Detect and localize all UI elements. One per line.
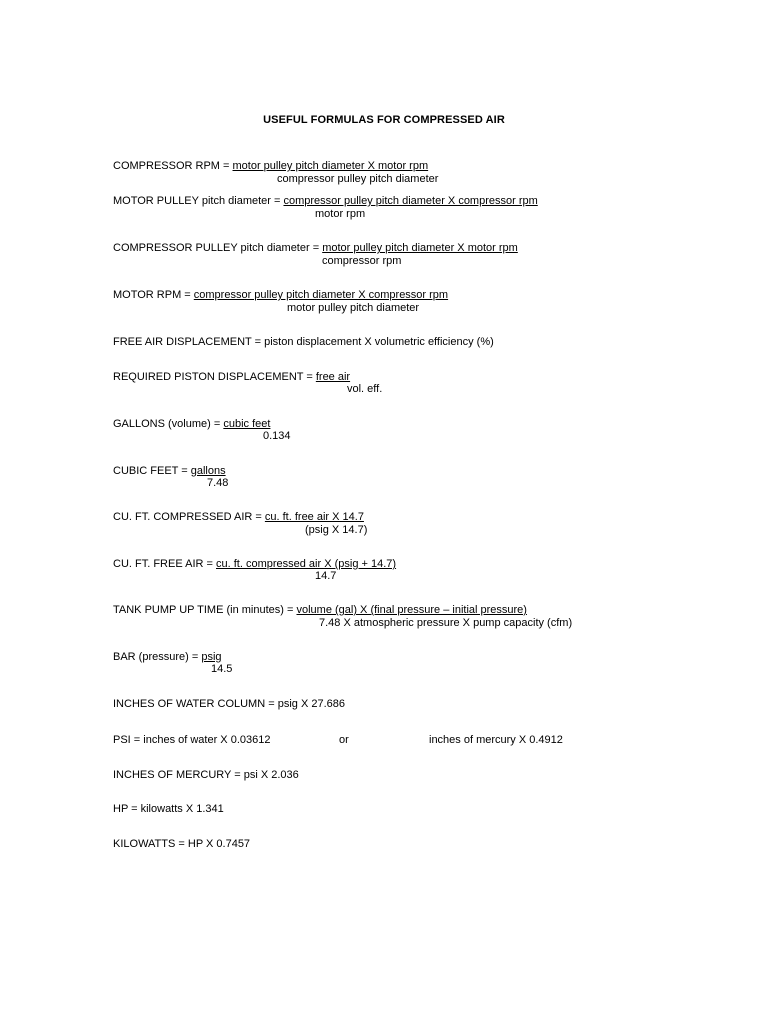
formula-denominator: 7.48: [207, 477, 229, 489]
formula-denominator: 14.5: [211, 663, 233, 675]
formula-numerator: motor pulley pitch diameter X motor rpm: [322, 242, 518, 254]
formula-lhs: BAR (pressure) =: [113, 651, 202, 663]
formula-gallons: [113, 418, 270, 431]
formula-lhs: TANK PUMP UP TIME (in minutes) =: [113, 604, 297, 616]
formula-motor-pulley: [113, 195, 538, 208]
formula-numerator: psig: [201, 651, 222, 663]
formula-numerator: gallons: [190, 465, 226, 477]
formula-denominator: 14.7: [315, 570, 337, 582]
formula-numerator: compressor pulley pitch diameter X compressor rpm: [283, 195, 538, 207]
formula-lhs: CU. FT. FREE AIR =: [113, 558, 216, 570]
formula-denominator: compressor rpm: [322, 255, 402, 267]
formula-cu-ft-free-air: [113, 558, 396, 571]
formula-denominator: 7.48 X atmospheric pressure X pump capacity (cfm): [319, 617, 573, 629]
formula-numerator: motor pulley pitch diameter X motor rpm: [232, 160, 429, 172]
document-title: USEFUL FORMULAS FOR COMPRESSED AIR: [263, 114, 505, 126]
formula-numerator: cu. ft. free air X 14.7: [264, 511, 364, 523]
formula-denominator: vol. eff.: [347, 383, 383, 395]
formula-lhs: CU. FT. COMPRESSED AIR =: [113, 511, 265, 523]
formula-bar-pressure: [113, 651, 222, 664]
formula-lhs: COMPRESSOR PULLEY pitch diameter =: [113, 242, 323, 254]
formula-required-piston-displacement: [113, 371, 350, 384]
formula-lhs: COMPRESSOR RPM =: [113, 160, 233, 172]
formula-lhs: REQUIRED PISTON DISPLACEMENT =: [113, 371, 316, 383]
formula-free-air-displacement: FREE AIR DISPLACEMENT = piston displacement X volumetric efficiency (%): [113, 336, 494, 348]
formula-numerator: volume (gal) X (final pressure – initial pressure): [296, 604, 527, 616]
formula-denominator: (psig X 14.7): [305, 524, 368, 536]
formula-compressor-rpm: [113, 160, 428, 173]
formula-psi-mercury: inches of mercury X 0.4912: [429, 734, 563, 746]
formula-lhs: CUBIC FEET =: [113, 465, 191, 477]
formula-numerator: compressor pulley pitch diameter X compressor rpm: [193, 289, 449, 301]
formula-lhs: MOTOR PULLEY pitch diameter =: [113, 195, 284, 207]
formula-denominator: motor pulley pitch diameter: [287, 302, 420, 314]
formula-motor-rpm: [113, 289, 448, 302]
formula-numerator: free air: [315, 371, 351, 383]
formula-inches-mercury: INCHES OF MERCURY = psi X 2.036: [113, 769, 299, 781]
formula-numerator: cubic feet: [223, 418, 271, 430]
formula-psi-or: or: [339, 734, 349, 746]
formula-kilowatts: KILOWATTS = HP X 0.7457: [113, 838, 251, 850]
formula-denominator: motor rpm: [315, 208, 366, 220]
formula-compressor-pulley: [113, 242, 518, 255]
formula-tank-pump-up-time: [113, 604, 527, 617]
formula-numerator: cu. ft. compressed air X (psig + 14.7): [216, 558, 397, 570]
formula-lhs: GALLONS (volume) =: [113, 418, 224, 430]
formula-cu-ft-compressed-air: [113, 511, 364, 524]
formula-denominator: 0.134: [263, 430, 291, 442]
formula-lhs: MOTOR RPM =: [113, 289, 194, 301]
formula-denominator: compressor pulley pitch diameter: [277, 173, 439, 185]
formula-hp: HP = kilowatts X 1.341: [113, 803, 224, 815]
formula-psi-water: PSI = inches of water X 0.03612: [113, 734, 271, 746]
formula-inches-water-column: INCHES OF WATER COLUMN = psig X 27.686: [113, 698, 345, 710]
